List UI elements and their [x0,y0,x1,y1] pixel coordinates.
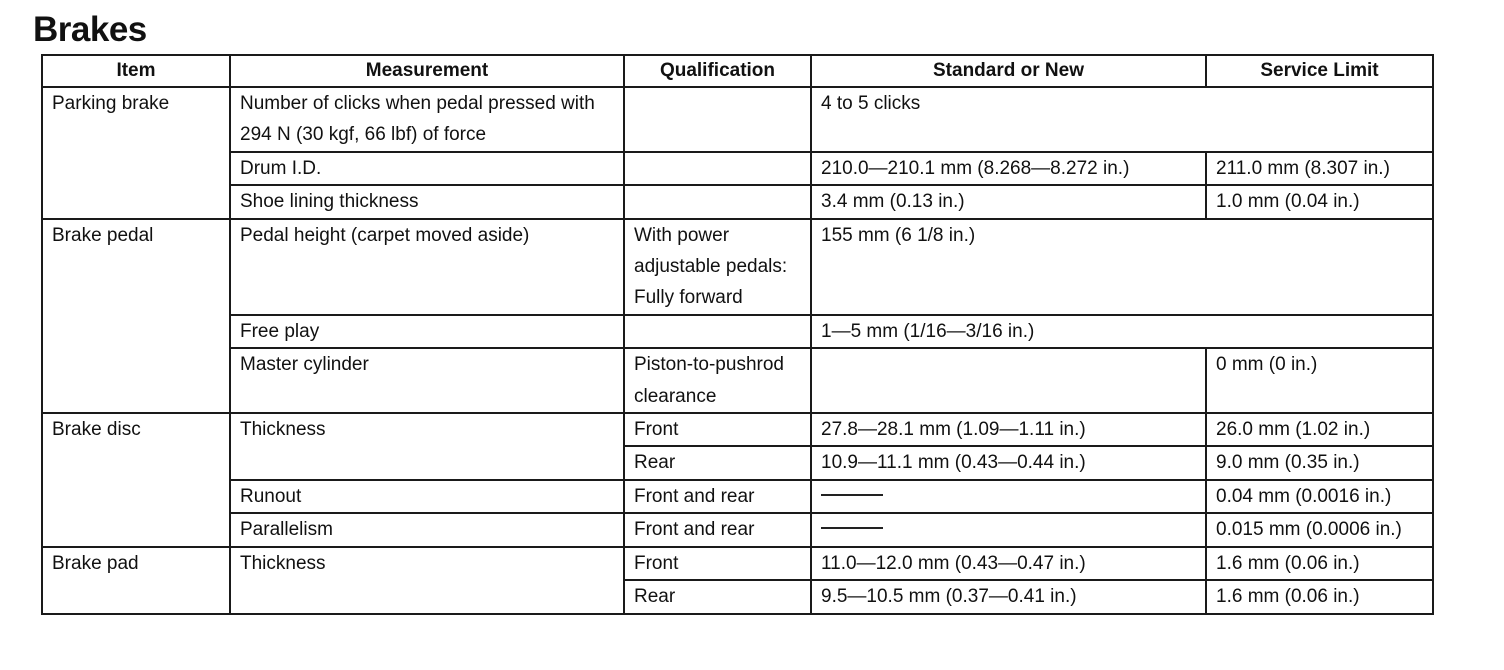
standard-cell: 1—5 mm (1/16—3/16 in.) [811,315,1433,348]
table-row [42,480,1433,513]
table-row [42,185,1433,218]
qualification-cell [624,87,811,152]
not-applicable-dash [821,494,883,496]
page-title: Brakes [33,10,147,49]
standard-cell: 210.0—210.1 mm (8.268—8.272 in.) [811,152,1206,185]
measurement-cell: Thickness [230,413,624,480]
measurement-cell: Pedal height (carpet moved aside) [230,219,624,315]
standard-cell: 9.5—10.5 mm (0.37—0.41 in.) [811,580,1206,613]
header-qualification: Qualification [624,55,811,87]
measurement-cell: Runout [230,480,624,513]
header-measurement: Measurement [230,55,624,87]
measurement-cell: Parallelism [230,513,624,546]
header-service-limit: Service Limit [1206,55,1433,87]
qualification-cell: Rear [624,446,811,479]
standard-cell [811,513,1206,546]
qualification-cell: Front and rear [624,513,811,546]
table-row [42,152,1433,185]
table-row [42,348,1433,413]
service-limit-cell: 211.0 mm (8.307 in.) [1206,152,1433,185]
service-limit-cell: 1.0 mm (0.04 in.) [1206,185,1433,218]
qualification-cell: Front and rear [624,480,811,513]
standard-cell: 4 to 5 clicks [811,87,1433,152]
standard-cell [811,348,1206,413]
standard-cell: 3.4 mm (0.13 in.) [811,185,1206,218]
qualification-cell: Front [624,413,811,446]
header-item: Item [42,55,230,87]
table-row [42,413,1433,446]
measurement-cell: Shoe lining thickness [230,185,624,218]
table-row [42,87,1433,152]
standard-cell: 11.0—12.0 mm (0.43—0.47 in.) [811,547,1206,580]
service-limit-cell: 1.6 mm (0.06 in.) [1206,580,1433,613]
standard-cell: 10.9—11.1 mm (0.43—0.44 in.) [811,446,1206,479]
measurement-cell: Number of clicks when pedal pressed with 294 N (30 kgf, 66 lbf) of force [230,87,624,152]
not-applicable-dash [821,527,883,529]
service-limit-cell: 0.04 mm (0.0016 in.) [1206,480,1433,513]
service-limit-cell: 0 mm (0 in.) [1206,348,1433,413]
table-row [42,219,1433,315]
qualification-cell: Rear [624,580,811,613]
service-limit-cell: 9.0 mm (0.35 in.) [1206,446,1433,479]
table-row [42,547,1433,580]
item-cell: Brake disc [42,413,230,547]
measurement-cell: Thickness [230,547,624,614]
qualification-cell [624,152,811,185]
service-limit-cell: 26.0 mm (1.02 in.) [1206,413,1433,446]
header-standard: Standard or New [811,55,1206,87]
qualification-cell: With power adjustable pedals: Fully forward [624,219,811,315]
qualification-cell: Piston-to-pushrod clearance [624,348,811,413]
standard-cell [811,480,1206,513]
qualification-cell [624,185,811,218]
item-cell: Brake pad [42,547,230,614]
standard-cell: 155 mm (6 1/8 in.) [811,219,1433,315]
header-row [42,55,1433,87]
qualification-cell: Front [624,547,811,580]
service-limit-cell: 1.6 mm (0.06 in.) [1206,547,1433,580]
table-row [42,513,1433,546]
measurement-cell: Free play [230,315,624,348]
qualification-cell [624,315,811,348]
measurement-cell: Master cylinder [230,348,624,413]
table-row [42,315,1433,348]
service-limit-cell: 0.015 mm (0.0006 in.) [1206,513,1433,546]
item-cell: Parking brake [42,87,230,219]
brake-spec-table [41,54,1434,615]
standard-cell: 27.8—28.1 mm (1.09—1.11 in.) [811,413,1206,446]
item-cell: Brake pedal [42,219,230,413]
measurement-cell: Drum I.D. [230,152,624,185]
